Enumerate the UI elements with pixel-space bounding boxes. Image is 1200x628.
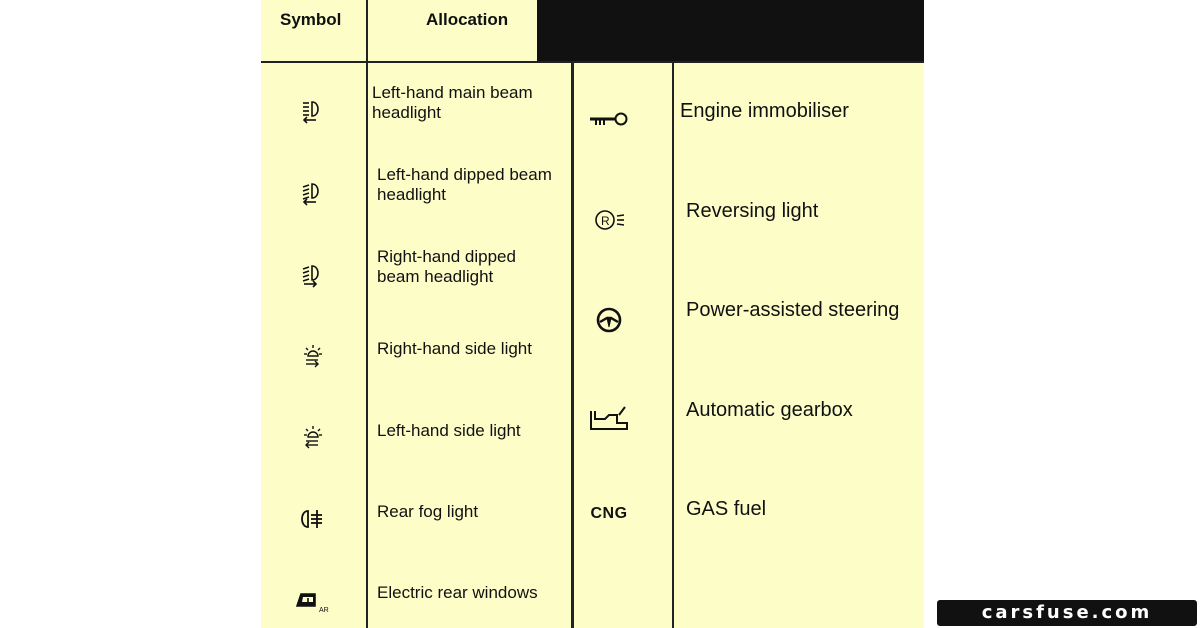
dipped-beam-right-icon xyxy=(293,259,333,289)
right-label-gearbox: Automatic gearbox xyxy=(686,399,853,421)
watermark-logo: carsfuse.com xyxy=(937,600,1197,626)
left-label-dipped-right: Right-hand dipped beam headlight xyxy=(377,247,516,286)
reverse-light-icon xyxy=(589,205,629,235)
steering-wheel-icon xyxy=(589,305,629,335)
header-symbol: Symbol xyxy=(280,10,342,29)
column-divider-3 xyxy=(672,61,674,628)
right-label-reversing: Reversing light xyxy=(686,200,819,222)
column-divider-1 xyxy=(366,0,368,628)
side-light-right-icon xyxy=(293,340,333,370)
header-allocation: Allocation xyxy=(426,10,509,29)
rear-window-icon xyxy=(293,586,335,616)
column-divider-2 xyxy=(571,61,574,628)
left-label-side-left: Left-hand side light xyxy=(377,421,521,440)
right-label-gas-fuel: GAS fuel xyxy=(686,498,767,520)
svg-text:AR: AR xyxy=(319,607,329,614)
right-label-immobiliser: Engine immobiliser xyxy=(680,100,849,122)
left-label-dipped-left: Left-hand dipped beam headlight xyxy=(377,165,552,204)
header-divider xyxy=(261,61,924,63)
svg-text:R: R xyxy=(601,214,610,228)
header-black-bar xyxy=(537,0,924,61)
main-beam-left-icon xyxy=(293,95,333,125)
key-icon xyxy=(587,104,631,134)
left-label-main-beam: Left-hand main beam headlight xyxy=(372,83,533,122)
left-label-rear-windows: Electric rear windows xyxy=(377,583,538,602)
cng-icon: CNG xyxy=(590,505,628,522)
gearbox-icon xyxy=(587,403,631,433)
rear-fog-icon xyxy=(293,504,333,534)
left-label-side-right: Right-hand side light xyxy=(377,339,532,358)
side-light-left-icon xyxy=(293,421,333,451)
left-label-rear-fog: Rear fog light xyxy=(377,502,479,521)
dipped-beam-left-icon xyxy=(293,177,333,207)
right-label-steering: Power-assisted steering xyxy=(686,299,900,321)
